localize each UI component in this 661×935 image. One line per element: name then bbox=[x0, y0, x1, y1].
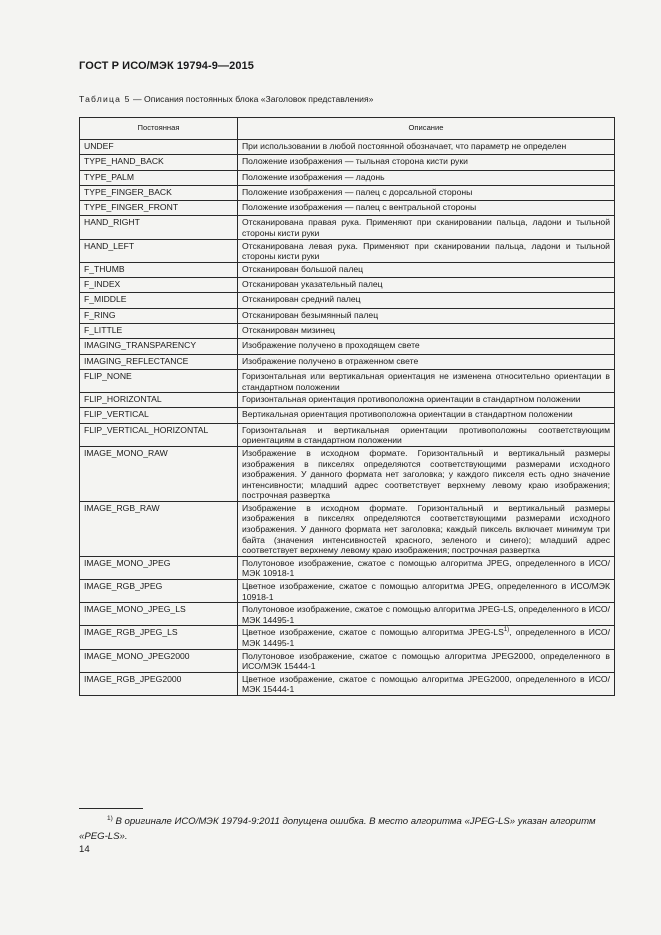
description-cell: Изображение получено в проходящем свете bbox=[238, 339, 615, 354]
description-cell: Положение изображения — палец с дорсальной стороны bbox=[238, 185, 615, 200]
table-row bbox=[80, 501, 615, 556]
description-cell: Отсканирован мизинец bbox=[238, 324, 615, 339]
footnote-marker: 1) bbox=[107, 815, 113, 822]
constant-cell: IMAGE_RGB_JPEG bbox=[80, 580, 238, 603]
table-caption-text: — Описания постоянных блока «Заголовок представления» bbox=[130, 94, 374, 104]
table-caption bbox=[79, 94, 373, 104]
constant-cell: IMAGING_TRANSPARENCY bbox=[80, 339, 238, 354]
description-cell: Изображение получено в отраженном свете bbox=[238, 354, 615, 369]
table-row bbox=[80, 170, 615, 185]
constant-cell: IMAGE_RGB_RAW bbox=[80, 501, 238, 556]
constant-cell: F_INDEX bbox=[80, 278, 238, 293]
constant-cell: FLIP_NONE bbox=[80, 369, 238, 392]
constant-cell: FLIP_VERTICAL_HORIZONTAL bbox=[80, 423, 238, 446]
description-cell: Изображение в исходном формате. Горизонтальный и вертикальный размеры изображения в пикселях определяются соответствующими размерами исходного изображения. У данного формата нет заголовка; у каждого пикселя есть одно значение интенсивности; младший адрес соответствует верхнему левому краю изображения; построчная развертка bbox=[238, 446, 615, 501]
description-text-continued: , определенного в ИСО/МЭК 14495-1 bbox=[242, 627, 611, 648]
table-row bbox=[80, 369, 615, 392]
table-row bbox=[80, 626, 615, 649]
table-row bbox=[80, 354, 615, 369]
constant-cell: IMAGE_MONO_RAW bbox=[80, 446, 238, 501]
table-row bbox=[80, 446, 615, 501]
constant-cell: F_LITTLE bbox=[80, 324, 238, 339]
description-cell: Полутоновое изображение, сжатое с помощью алгоритма JPEG2000, определенного в ИСО/МЭК 15444-1 bbox=[238, 649, 615, 672]
constant-cell: TYPE_FINGER_BACK bbox=[80, 185, 238, 200]
description-cell: Цветное изображение, сжатое с помощью алгоритма JPEG2000, определенного в ИСО/МЭК 15444-1 bbox=[238, 672, 615, 695]
table-row bbox=[80, 580, 615, 603]
constant-cell: TYPE_FINGER_FRONT bbox=[80, 201, 238, 216]
description-cell: Положение изображения — ладонь bbox=[238, 170, 615, 185]
description-cell: Вертикальная ориентация противоположна ориентации в стандартном положении bbox=[238, 408, 615, 423]
constant-cell: IMAGING_REFLECTANCE bbox=[80, 354, 238, 369]
description-cell: Полутоновое изображение, сжатое с помощью алгоритма JPEG-LS, определенного в ИСО/МЭК 14495-1 bbox=[238, 603, 615, 626]
table-row bbox=[80, 262, 615, 277]
table-row bbox=[80, 603, 615, 626]
constant-cell: TYPE_PALM bbox=[80, 170, 238, 185]
table-row bbox=[80, 140, 615, 155]
constant-cell: IMAGE_RGB_JPEG_LS bbox=[80, 626, 238, 649]
table-row bbox=[80, 556, 615, 579]
description-cell: Положение изображения — тыльная сторона кисти руки bbox=[238, 155, 615, 170]
description-text: Цветное изображение, сжатое с помощью алгоритма JPEG-LS bbox=[242, 627, 504, 638]
description-cell: При использовании в любой постоянной обозначает, что параметр не определен bbox=[238, 140, 615, 155]
constant-cell: TYPE_HAND_BACK bbox=[80, 155, 238, 170]
page-number: 14 bbox=[79, 844, 90, 855]
constant-cell: IMAGE_MONO_JPEG_LS bbox=[80, 603, 238, 626]
table-header-row bbox=[80, 118, 615, 140]
table-row bbox=[80, 672, 615, 695]
constant-cell: IMAGE_MONO_JPEG2000 bbox=[80, 649, 238, 672]
table-body bbox=[80, 140, 615, 696]
table-row bbox=[80, 339, 615, 354]
footnote-separator bbox=[79, 808, 143, 809]
description-cell: Отсканирована правая рука. Применяют при сканировании пальца, ладони и тыльной стороны кисти руки bbox=[238, 216, 615, 239]
description-cell: Отсканирован безымянный палец bbox=[238, 308, 615, 323]
footnote-text: В оригинале ИСО/МЭК 19794-9:2011 допущена ошибка. В место алгоритма «JPEG-LS» указан алгоритм «PEG-LS». bbox=[79, 816, 596, 843]
table-row bbox=[80, 278, 615, 293]
table-row bbox=[80, 308, 615, 323]
description-cell: Горизонтальная и вертикальная ориентации противоположны соответствующим ориентациям в стандартном положении bbox=[238, 423, 615, 446]
constant-cell: F_MIDDLE bbox=[80, 293, 238, 308]
description-cell: Изображение в исходном формате. Горизонтальный и вертикальный размеры изображения в пикселях определяются соответствующими размерами исходного изображения. У данного формата нет заголовка; каждый пиксель включает минимум три байта (значения интенсивностей красного, зеленого и синего); младший адрес соответствует верхнему левому краю изображения; построчная развертка bbox=[238, 501, 615, 556]
column-header-constant: Постоянная bbox=[80, 118, 238, 140]
constant-cell: IMAGE_RGB_JPEG2000 bbox=[80, 672, 238, 695]
description-cell: Положение изображения — палец с вентральной стороны bbox=[238, 201, 615, 216]
footnote bbox=[79, 811, 615, 844]
constant-cell: F_THUMB bbox=[80, 262, 238, 277]
description-cell: Отсканирована левая рука. Применяют при сканировании пальца, ладони и тыльной стороны кисти руки bbox=[238, 239, 615, 262]
table-caption-label: Таблица 5 bbox=[79, 94, 131, 104]
constant-cell: IMAGE_MONO_JPEG bbox=[80, 556, 238, 579]
table-row bbox=[80, 216, 615, 239]
table-row bbox=[80, 393, 615, 408]
table-row bbox=[80, 408, 615, 423]
constant-cell: HAND_LEFT bbox=[80, 239, 238, 262]
table-row bbox=[80, 239, 615, 262]
description-cell: Отсканирован указательный палец bbox=[238, 278, 615, 293]
description-cell: Отсканирован средний палец bbox=[238, 293, 615, 308]
constant-cell: HAND_RIGHT bbox=[80, 216, 238, 239]
table-row bbox=[80, 201, 615, 216]
description-cell: Цветное изображение, сжатое с помощью алгоритма JPEG, определенного в ИСО/МЭК 10918-1 bbox=[238, 580, 615, 603]
constant-cell: UNDEF bbox=[80, 140, 238, 155]
document-header: ГОСТ Р ИСО/МЭК 19794-9—2015 bbox=[79, 60, 254, 72]
table-row bbox=[80, 649, 615, 672]
description-cell bbox=[238, 626, 615, 649]
constant-cell: F_RING bbox=[80, 308, 238, 323]
constants-table bbox=[79, 117, 615, 696]
description-cell: Горизонтальная ориентация противоположна ориентации в стандартном положении bbox=[238, 393, 615, 408]
footnote-reference: 1) bbox=[503, 627, 510, 634]
description-cell: Полутоновое изображение, сжатое с помощью алгоритма JPEG, определенного в ИСО/МЭК 10918-1 bbox=[238, 556, 615, 579]
table-row bbox=[80, 423, 615, 446]
table-row bbox=[80, 155, 615, 170]
table-row bbox=[80, 324, 615, 339]
table-row bbox=[80, 185, 615, 200]
table-row bbox=[80, 293, 615, 308]
description-cell: Горизонтальная или вертикальная ориентация не изменена относительно ориентации в стандартном положении bbox=[238, 369, 615, 392]
constant-cell: FLIP_VERTICAL bbox=[80, 408, 238, 423]
description-cell: Отсканирован большой палец bbox=[238, 262, 615, 277]
constant-cell: FLIP_HORIZONTAL bbox=[80, 393, 238, 408]
column-header-description: Описание bbox=[238, 118, 615, 140]
